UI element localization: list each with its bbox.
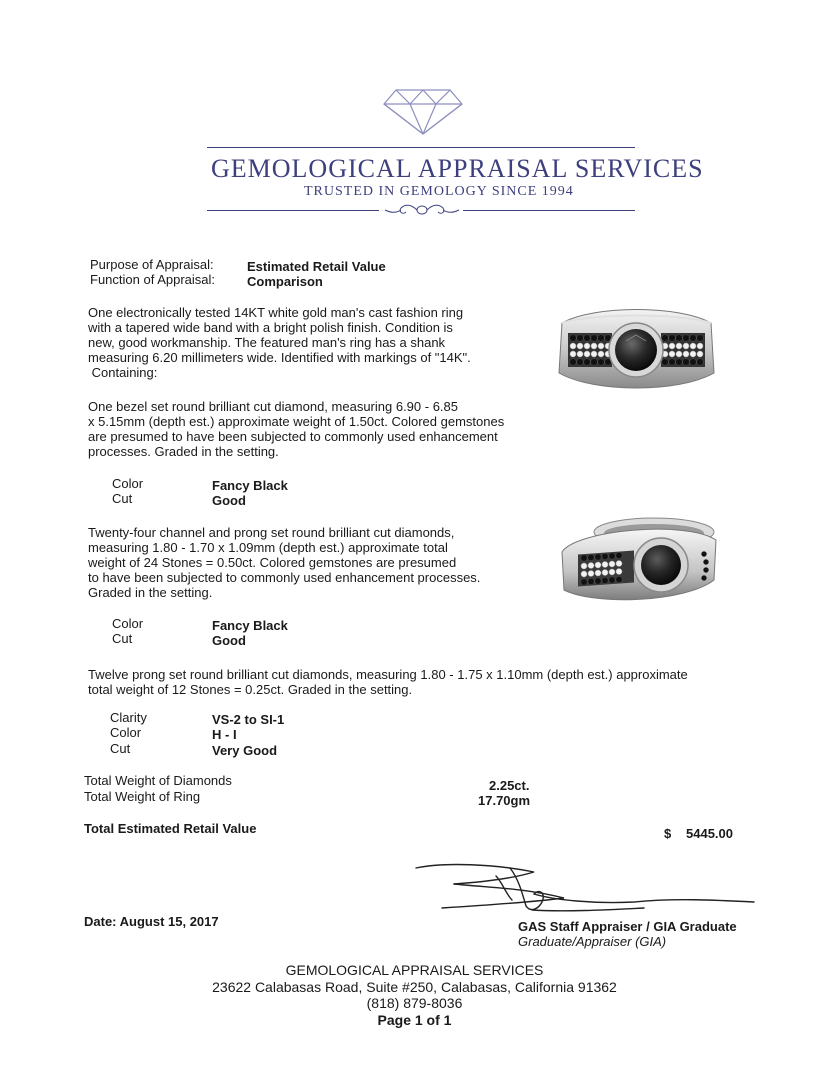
company-title: GEMOLOGICAL APPRAISAL SERVICES xyxy=(211,154,704,183)
stone2-cut-label: Cut xyxy=(112,631,133,646)
total-retail-label: Total Estimated Retail Value xyxy=(84,821,257,836)
stone1-cut-label: Cut xyxy=(112,491,133,506)
ring-front-image xyxy=(554,295,719,400)
ring-description: One electronically tested 14KT white gold man's cast fashion ring with a tapered wide band with a bright polish finish. Condition is new, good workmanship. The featured man's ring has a shank measuring 6.20 millimeters wide. Identified with markings of "14K". Containing: xyxy=(88,305,471,380)
total-diamonds-value: 2.25ct. xyxy=(489,778,530,793)
total-ring-label: Total Weight of Ring xyxy=(84,789,201,804)
ring-angle-image xyxy=(556,510,721,608)
footer-address: 23622 Calabasas Road, Suite #250, Calabasas, California 91362 xyxy=(212,979,617,995)
total-retail-value: 5445.00 xyxy=(686,826,733,841)
stone2-color-label: Color xyxy=(112,616,144,631)
page-number: Page 1 of 1 xyxy=(377,1012,452,1028)
date-text: Date: August 15, 2017 xyxy=(84,914,219,929)
diamond-logo-icon xyxy=(382,88,464,136)
stone3-description: Twelve prong set round brilliant cut diamonds, measuring 1.80 - 1.75 x 1.10mm (depth est.) approximate total weight of 12 Stones = 0.25ct. Graded in the setting. xyxy=(88,667,688,697)
stone3-color-label: Color xyxy=(110,725,142,740)
appraiser-signature xyxy=(414,858,764,920)
stone3-color-value: H - I xyxy=(212,727,237,742)
footer-phone: (818) 879-8036 xyxy=(366,995,463,1011)
stone3-clarity-label: Clarity xyxy=(110,710,147,725)
currency-symbol: $ xyxy=(664,826,672,841)
stone1-color-label: Color xyxy=(112,476,144,491)
stone2-cut-value: Good xyxy=(212,633,246,648)
logo-rule-bottom-left xyxy=(207,210,379,211)
stone2-description: Twenty-four channel and prong set round brilliant cut diamonds, measuring 1.80 - 1.70 x 1.09mm (depth est.) approximate total weight of 24 Stones = 0.50ct. Colored gemstones are presumed to have been subjected to commonly used enhancement processes. Graded in the setting. xyxy=(88,525,481,600)
stone1-cut-value: Good xyxy=(212,493,246,508)
logo-rule-top xyxy=(207,147,635,148)
stone1-description: One bezel set round brilliant cut diamond, measuring 6.90 - 6.85 x 5.15mm (depth est.) approximate weight of 1.50ct. Colored gemstones are presumed to have been subjected to commonly used enhancement processes. Graded in the setting. xyxy=(88,399,505,459)
logo-rule-bottom-right xyxy=(463,210,635,211)
appraiser-title: GAS Staff Appraiser / GIA Graduate xyxy=(518,919,737,934)
footer-company: GEMOLOGICAL APPRAISAL SERVICES xyxy=(285,962,544,978)
stone1-color-value: Fancy Black xyxy=(212,478,288,493)
stone2-color-value: Fancy Black xyxy=(212,618,288,633)
stone3-cut-label: Cut xyxy=(110,741,131,756)
stone3-clarity-value: VS-2 to SI-1 xyxy=(212,712,285,727)
purpose-value: Estimated Retail Value xyxy=(247,259,386,274)
ornament-icon xyxy=(381,202,463,218)
stone3-cut-value: Very Good xyxy=(212,743,278,758)
appraiser-subtitle: Graduate/Appraiser (GIA) xyxy=(518,934,667,949)
purpose-label: Purpose of Appraisal: xyxy=(90,257,214,272)
company-tagline: TRUSTED IN GEMOLOGY SINCE 1994 xyxy=(304,184,574,199)
function-label: Function of Appraisal: xyxy=(90,272,216,287)
function-value: Comparison xyxy=(247,274,323,289)
total-ring-value: 17.70gm xyxy=(478,793,531,808)
total-diamonds-label: Total Weight of Diamonds xyxy=(84,773,232,788)
